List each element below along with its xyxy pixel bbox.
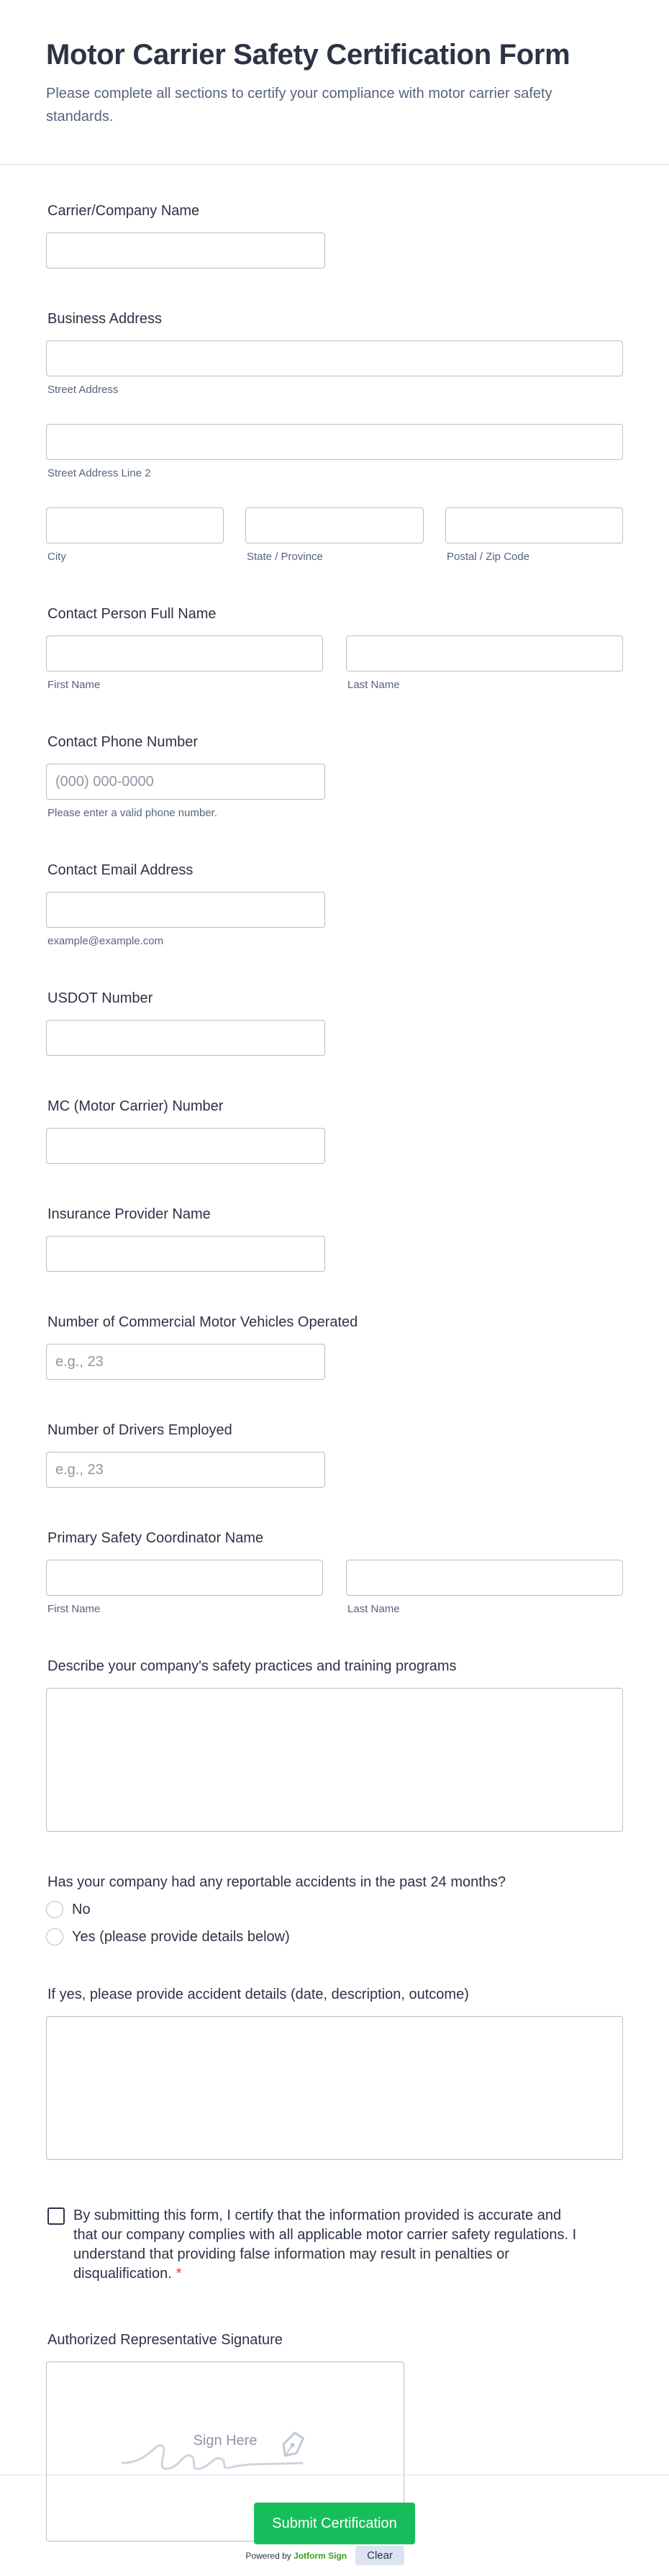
street-input[interactable] — [46, 340, 623, 376]
coordinator-first-name-sublabel: First Name — [47, 1603, 101, 1615]
company-input[interactable] — [46, 232, 325, 268]
practices-field — [46, 1656, 623, 1832]
phone-label: Contact Phone Number — [47, 734, 199, 750]
contact-first-name-sublabel: First Name — [47, 679, 101, 691]
street-sublabel: Street Address — [47, 384, 119, 396]
radio-yes-label: Yes (please provide details below) — [72, 1928, 290, 1945]
consent-row[interactable] — [46, 2206, 578, 2284]
email-label: Contact Email Address — [47, 862, 194, 878]
insurance-label: Insurance Provider Name — [47, 1206, 211, 1222]
coordinator-field — [46, 1528, 623, 1616]
zip-sublabel: Postal / Zip Code — [447, 551, 530, 563]
phone-input[interactable] — [46, 764, 325, 800]
accidents-field — [46, 1872, 623, 1945]
practices-textarea[interactable] — [46, 1688, 623, 1832]
radio-no-label: No — [72, 1901, 91, 1917]
accident-details-label: If yes, please provide accident details (date, description, outcome) — [47, 1987, 469, 2002]
radio-no[interactable] — [46, 1901, 63, 1918]
contact-name-label: Contact Person Full Name — [47, 606, 217, 622]
mc-input[interactable] — [46, 1128, 325, 1164]
coordinator-first-name-input[interactable] — [46, 1560, 323, 1596]
state-sublabel: State / Province — [247, 551, 323, 563]
drivers-label: Number of Drivers Employed — [47, 1422, 232, 1438]
email-input[interactable] — [46, 892, 325, 928]
accident-details-textarea[interactable] — [46, 2016, 623, 2160]
vehicles-field — [46, 1312, 623, 1380]
drivers-field — [46, 1420, 623, 1488]
accidents-label: Has your company had any reportable accidents in the past 24 months? — [47, 1874, 506, 1890]
email-field — [46, 860, 623, 948]
signature-label: Authorized Representative Signature — [47, 2332, 283, 2348]
coordinator-last-name-sublabel: Last Name — [347, 1603, 400, 1615]
street2-input[interactable] — [46, 424, 623, 460]
jotform-sign-brand: Jotform Sign — [293, 2550, 347, 2561]
address-field — [46, 309, 623, 564]
mc-label: MC (Motor Carrier) Number — [47, 1098, 224, 1114]
consent-field — [46, 2206, 623, 2284]
consent-text: By submitting this form, I certify that the information provided is accurate and that our company complies with all applicable motor carrier safety regulations. I understand that providing false information may result in penalties or disqualification. — [73, 2207, 577, 2282]
zip-input[interactable] — [445, 507, 623, 543]
phone-field — [46, 732, 623, 820]
coordinator-label: Primary Safety Coordinator Name — [47, 1530, 264, 1546]
usdot-input[interactable] — [46, 1020, 325, 1056]
coordinator-last-name-input[interactable] — [346, 1560, 623, 1596]
street2-sublabel: Street Address Line 2 — [47, 467, 151, 479]
state-input[interactable] — [245, 507, 424, 543]
city-sublabel: City — [47, 551, 66, 563]
vehicles-input[interactable] — [46, 1344, 325, 1380]
form-header — [0, 0, 669, 165]
insurance-input[interactable] — [46, 1236, 325, 1272]
company-label: Carrier/Company Name — [47, 203, 200, 219]
practices-label: Describe your company's safety practices and training programs — [47, 1658, 457, 1674]
consent-checkbox[interactable] — [47, 2207, 65, 2225]
form-body — [0, 165, 669, 2565]
usdot-field — [46, 988, 623, 1056]
submit-button[interactable]: Submit Certification — [254, 2503, 415, 2544]
mc-field — [46, 1096, 623, 1164]
contact-last-name-input[interactable] — [346, 636, 623, 672]
pen-nib-icon — [278, 2431, 306, 2460]
powered-by-text: Powered by Jotform Sign — [245, 2550, 347, 2561]
contact-first-name-input[interactable] — [46, 636, 323, 672]
vehicles-label: Number of Commercial Motor Vehicles Operated — [47, 1314, 358, 1330]
form-subtitle: Please complete all sections to certify your compliance with motor carrier safety standards. — [46, 86, 552, 125]
city-input[interactable] — [46, 507, 224, 543]
contact-last-name-sublabel: Last Name — [347, 679, 400, 691]
form-footer — [0, 2475, 669, 2576]
usdot-label: USDOT Number — [47, 990, 153, 1006]
clear-signature-button[interactable]: Clear — [355, 2546, 404, 2565]
accidents-option-no[interactable] — [46, 1901, 623, 1918]
email-hint: example@example.com — [47, 935, 164, 947]
phone-hint: Please enter a valid phone number. — [47, 807, 217, 819]
drivers-input[interactable] — [46, 1452, 325, 1488]
contact-name-field — [46, 604, 623, 692]
address-label: Business Address — [47, 311, 162, 327]
required-asterisk: * — [176, 2266, 182, 2282]
insurance-field — [46, 1204, 623, 1272]
company-field — [46, 201, 623, 268]
accident-details-field — [46, 1984, 623, 2160]
accidents-option-yes[interactable] — [46, 1928, 623, 1945]
form-title: Motor Carrier Safety Certification Form — [46, 39, 570, 71]
radio-yes[interactable] — [46, 1928, 63, 1945]
signature-placeholder: Sign Here — [193, 2433, 258, 2449]
